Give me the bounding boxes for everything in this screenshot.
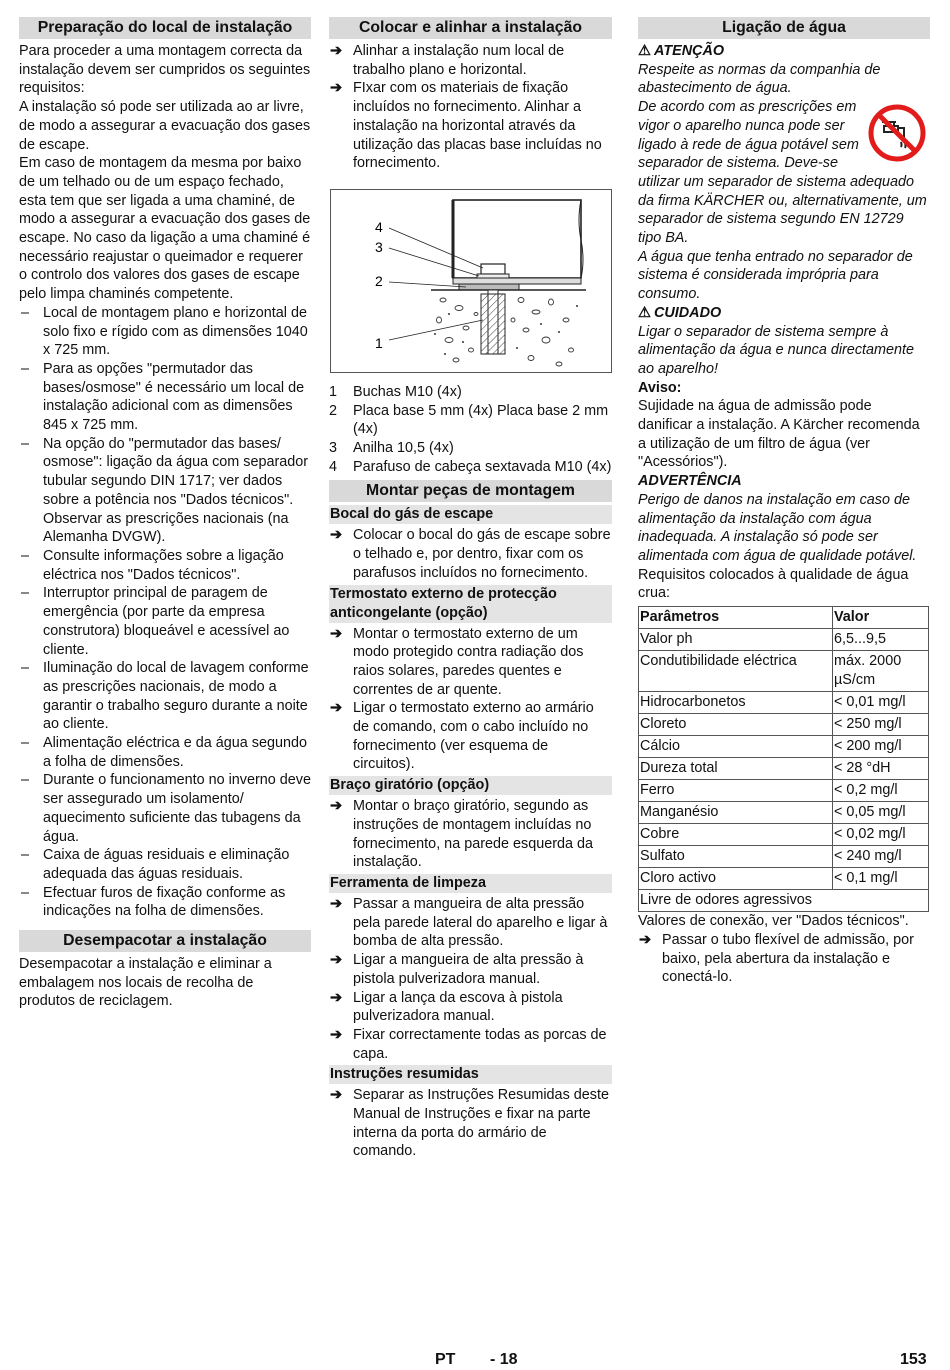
list-item: – Caixa de águas residuais e eliminação adequada das águas residuais. <box>19 846 311 883</box>
arrow-right-icon: ➔ <box>330 43 343 59</box>
table-row: Valor ph 6,5...9,5 <box>639 629 929 651</box>
table-row: Dureza total < 28 °dH <box>639 758 929 780</box>
step-item: ➔ Passar a mangueira de alta pressão pela parede lateral do aparelho e ligar à bomba de alta pressão. <box>330 895 608 950</box>
subheading-ferramenta: Ferramenta de limpeza <box>329 874 612 893</box>
no-potable-water-icon <box>868 104 928 162</box>
paragraph: Requisitos colocados à qualidade de água crua: <box>638 566 909 602</box>
subheading-termostato: Termostato externo de protecção anticongelante (opção) <box>329 585 612 623</box>
footer-inner-page: - 18 <box>490 1351 518 1368</box>
water-quality-table <box>638 606 929 912</box>
paragraph: Para proceder a uma montagem correcta da instalação devem ser cumpridos os seguintes requisitos: <box>19 43 311 97</box>
table-row: Cloro activo < 0,1 mg/l <box>639 868 929 890</box>
arrow-right-icon: ➔ <box>639 931 652 948</box>
table-row: Livre de odores agressivos <box>639 890 929 912</box>
column-right <box>638 17 930 987</box>
paragraph: Valores de conexão, ver "Dados técnicos". <box>638 913 909 930</box>
figure-label: 1 <box>375 334 383 351</box>
paragraph: A instalação só pode ser utilizada ao ar livre, de modo a assegurar a evacuação dos gases de escape. <box>19 99 311 153</box>
arrow-right-icon: ➔ <box>330 625 343 642</box>
subheading-bocal: Bocal do gás de escape <box>329 505 612 524</box>
table-row: Cálcio < 200 mg/l <box>639 736 929 758</box>
column-left <box>19 17 311 1011</box>
paragraph: Respeite as normas da companhia de abastecimento de água. <box>638 61 881 97</box>
figure-label: 3 <box>375 238 383 255</box>
list-item: – Local de montagem plano e horizontal de solo fixo e rígido com as dimensões 1040 x 725 mm. <box>19 304 311 360</box>
warning-heading: ⚠ ATENÇÃO <box>638 43 725 59</box>
step-item: ➔ Montar o braço giratório, segundo as instruções de montagem incluídas no fornecimento, na parede esquerda da instalação. <box>330 798 594 871</box>
arrow-right-icon: ➔ <box>330 798 343 815</box>
list-item: – Efectuar furos de fixação conforme as indicações na folha de dimensões. <box>19 884 311 921</box>
list-item: – Interruptor principal de paragem de emergência (por parte da empresa construtora) bloqueável e acessível ao cliente. <box>19 584 311 659</box>
step-item: ➔ Colocar o bocal do gás de escape sobre o telhado e, por dentro, fixar com os parafusos incluídos no fornecimento. <box>330 527 611 581</box>
list-item: – Para as opções "permutador das bases/osmose" é necessário um local de instalação adicional com as dimensões 845 x 725 mm. <box>19 360 311 435</box>
heading-ligacao-agua: Ligação de água <box>638 17 930 39</box>
subheading-instrucoes: Instruções resumidas <box>329 1065 612 1084</box>
heading-preparacao: Preparação do local de instalação <box>19 17 311 39</box>
footer-page-number: 153 <box>900 1351 927 1368</box>
paragraph: Sujidade na água de admissão pode danificar a instalação. A Kärcher recomenda a utilização de um filtro de água (ver "Acessórios"). <box>638 398 920 471</box>
step-item: ➔ Montar o termostato externo de um modo protegido contra radiação dos raios solares, paredes quentes e correntes de ar quente. <box>330 625 584 698</box>
step-item: ➔ FIxar com os materiais de fixação incluídos no fornecimento. Alinhar a instalação na horizontal através da utilização das placas base incluídas no fornecimento. <box>330 80 602 172</box>
step-item: ➔ Ligar a lança da escova à pistola pulverizadora manual. <box>330 989 563 1025</box>
arrow-right-icon: ➔ <box>330 989 343 1006</box>
subheading-braco: Braço giratório (opção) <box>329 776 612 795</box>
warning-block <box>638 98 930 248</box>
table-row: Hidrocarbonetos < 0,01 mg/l <box>639 692 929 714</box>
legend-item: 1 Buchas M10 (4x) <box>329 383 462 400</box>
legend-item: 3 Anilha 10,5 (4x) <box>329 440 454 457</box>
warning-triangle-icon: ⚠ <box>638 43 651 59</box>
column-middle <box>329 17 612 1161</box>
footer-language: PT <box>435 1351 456 1368</box>
advertencia-heading: ADVERTÊNCIA <box>638 473 742 490</box>
table-row: Cloreto < 250 mg/l <box>639 714 929 736</box>
list-item: – Alimentação eléctrica e da água segundo a folha de dimensões. <box>19 734 311 771</box>
list-item: – Durante o funcionamento no inverno deve ser assegurado um isolamento/ aquecimento suficiente das tubagens da água. <box>19 771 311 846</box>
step-item: ➔ Fixar correctamente todas as porcas de capa. <box>330 1026 607 1062</box>
table-header: Parâmetros <box>639 607 833 629</box>
paragraph: A água que tenha entrado no separador de sistema é considerada imprópria para consumo. <box>638 248 913 303</box>
anchor-bolt-diagram <box>331 190 611 372</box>
list-item: – Consulte informações sobre a ligação eléctrica nos "Dados técnicos". <box>19 547 311 584</box>
legend-item: 4 Parafuso de cabeça sextavada M10 (4x) <box>329 458 612 475</box>
step-item: ➔ Ligar a mangueira de alta pressão à pistola pulverizadora manual. <box>330 952 584 987</box>
arrow-right-icon: ➔ <box>330 952 343 969</box>
arrow-right-icon: ➔ <box>330 700 343 717</box>
arrow-right-icon: ➔ <box>330 1026 343 1043</box>
list-item: – Na opção do "permutador das bases/ osmose": ligação da água com separador tubular segundo DIN 1717; ver dados sobre a potência nos "Dados técnicos". Observar as prescrições nacionais (na Alemanha DVGW). <box>19 435 311 547</box>
table-row: Condutibilidade eléctrica máx. 2000 µS/cm <box>639 651 929 692</box>
heading-desempacotar: Desempacotar a instalação <box>19 930 311 952</box>
arrow-right-icon: ➔ <box>330 80 343 97</box>
table-row: Ferro < 0,2 mg/l <box>639 780 929 802</box>
notice-heading: Aviso: <box>638 379 682 396</box>
arrow-right-icon: ➔ <box>330 527 343 544</box>
figure-label: 2 <box>375 272 383 289</box>
paragraph: Perigo de danos na instalação em caso de alimentação da instalação com água inadequada. A instalação só pode ser alimentada com água de qualidade potável. <box>638 491 917 564</box>
step-item: ➔ Alinhar a instalação num local de trabalho plano e horizontal. <box>330 43 565 78</box>
step-item: ➔ Passar o tubo flexível de admissão, por baixo, pela abertura da instalação e conectá-lo. <box>639 931 914 986</box>
arrow-right-icon: ➔ <box>330 1087 343 1104</box>
paragraph: Ligar o separador de sistema sempre à alimentação da água e nunca directamente ao aparelho! <box>638 323 915 377</box>
table-row: Cobre < 0,02 mg/l <box>639 824 929 846</box>
paragraph: Em caso de montagem da mesma por baixo de um telhado ou de um espaço fechado, esta tem que ser ligada a uma chaminé, de modo a assegurar a evacuação dos gases de escape. No caso da ligação a uma chaminé é necessário reajustar o queimador e requerer o controlo dos valores dos gases de escape pelo limpa chaminés competente. <box>19 155 311 303</box>
caution-heading: ⚠ CUIDADO <box>638 304 722 321</box>
step-item: ➔ Separar as Instruções Resumidas deste Manual de Instruções e fixar na parte interna da porta do armário de comando. <box>330 1087 609 1160</box>
table-row: Manganésio < 0,05 mg/l <box>639 802 929 824</box>
warning-triangle-icon: ⚠ <box>638 304 651 321</box>
heading-montar: Montar peças de montagem <box>329 480 612 502</box>
list-item: – Iluminação do local de lavagem conforme as prescrições nacionais, de modo a garantir o trabalho seguro durante a noite ao cliente. <box>19 659 311 734</box>
paragraph: Desempacotar a instalação e eliminar a embalagem nos locais de recolha de produtos de reciclagem. <box>19 956 272 1010</box>
paragraph: De acordo com as prescrições em vigor o aparelho nunca pode ser ligado à rede de água potável sem separador de sistema. Deve-se utilizar um separador de sistema adequado da firma KÄRCHER ou, alternativamente, um separador de sistema segundo EN 12729 tipo BA. <box>638 99 927 247</box>
heading-colocar: Colocar e alinhar a instalação <box>329 17 612 39</box>
table-row: Sulfato < 240 mg/l <box>639 846 929 868</box>
table-header-row <box>639 607 929 629</box>
legend-item: 2 Placa base 5 mm (4x) Placa base 2 mm (4x) <box>329 402 609 438</box>
mounting-figure <box>330 189 612 373</box>
figure-label: 4 <box>375 218 383 235</box>
arrow-right-icon: ➔ <box>330 895 343 912</box>
table-header: Valor <box>833 607 929 629</box>
step-item: ➔ Ligar o termostato externo ao armário de comando, com o cabo incluído no fornecimento (ver esquema de circuitos). <box>330 700 594 773</box>
